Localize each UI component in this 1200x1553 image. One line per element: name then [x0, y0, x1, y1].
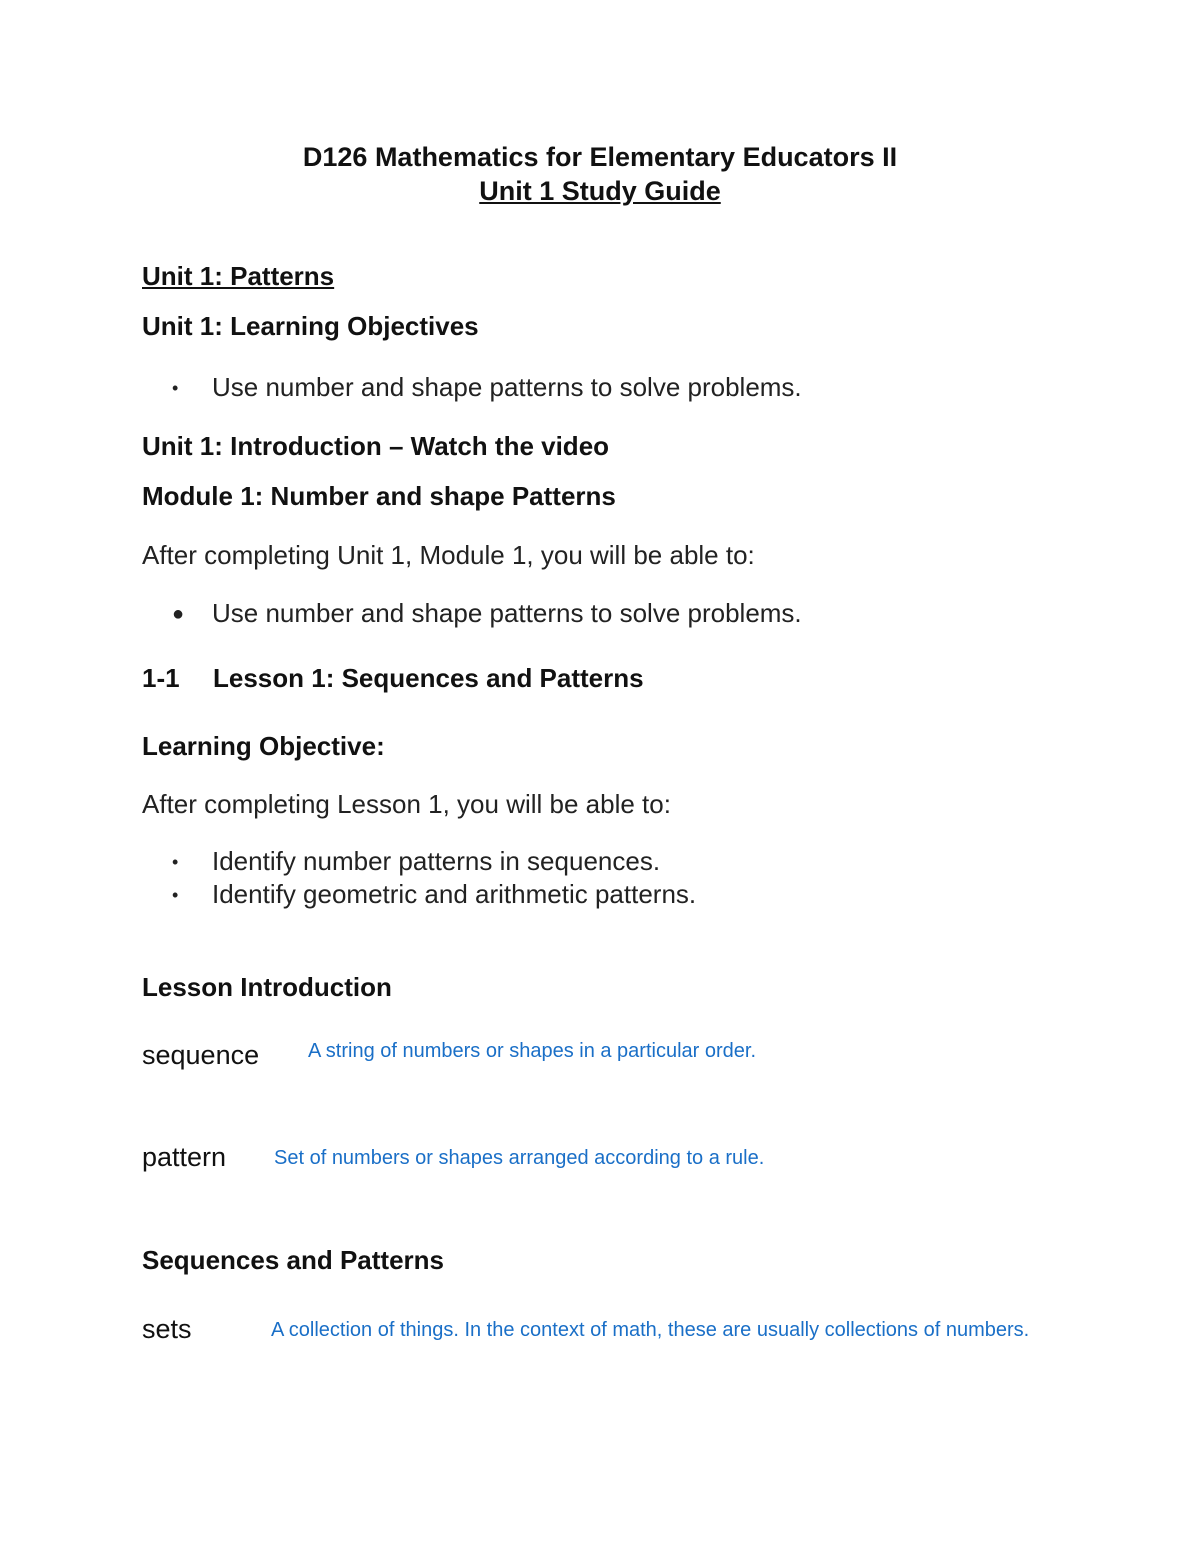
definition-pattern: Set of numbers or shapes arranged according to a rule.	[274, 1147, 765, 1169]
lesson-objective-item	[172, 879, 1072, 911]
lesson-objective-heading: Learning Objective:	[142, 731, 385, 761]
lesson-introduction-heading: Lesson Introduction	[142, 972, 392, 1002]
term-sets: sets	[142, 1314, 192, 1344]
course-title: D126 Mathematics for Elementary Educators II	[302, 142, 898, 172]
lesson-objective-text: Identify number patterns in sequences.	[212, 846, 661, 876]
unit-objective-text: Use number and shape patterns to solve problems.	[212, 372, 802, 402]
unit-intro-heading: Unit 1: Introduction – Watch the video	[142, 431, 610, 461]
sequences-patterns-heading: Sequences and Patterns	[142, 1245, 444, 1275]
definition-sequence: A string of numbers or shapes in a particular order.	[308, 1040, 757, 1062]
bullet-icon: •	[172, 378, 179, 398]
lesson-number: 1-1	[142, 663, 180, 693]
unit-objectives-heading: Unit 1: Learning Objectives	[142, 311, 479, 341]
bullet-icon: •	[172, 885, 179, 905]
module-objective-item	[172, 598, 1072, 630]
lesson-objective-item	[172, 846, 1072, 878]
bullet-icon: •	[172, 852, 179, 872]
unit-heading: Unit 1: Patterns	[142, 261, 335, 291]
lesson-intro-text: After completing Lesson 1, you will be able to:	[142, 789, 671, 819]
definition-sets: A collection of things. In the context of math, these are usually collections of numbers.	[271, 1319, 1030, 1341]
unit-objective-item	[172, 372, 1072, 404]
lesson-objective-text: Identify geometric and arithmetic patterns.	[212, 879, 697, 909]
study-guide-title: Unit 1 Study Guide	[479, 176, 721, 206]
module-intro-text: After completing Unit 1, Module 1, you will be able to:	[142, 540, 755, 570]
module-objective-text: Use number and shape patterns to solve problems.	[212, 598, 802, 628]
module-heading: Module 1: Number and shape Patterns	[142, 481, 616, 511]
bullet-icon: ●	[172, 603, 185, 625]
term-pattern: pattern	[142, 1142, 227, 1172]
lesson-heading: Lesson 1: Sequences and Patterns	[213, 663, 644, 693]
term-sequence: sequence	[142, 1040, 260, 1070]
